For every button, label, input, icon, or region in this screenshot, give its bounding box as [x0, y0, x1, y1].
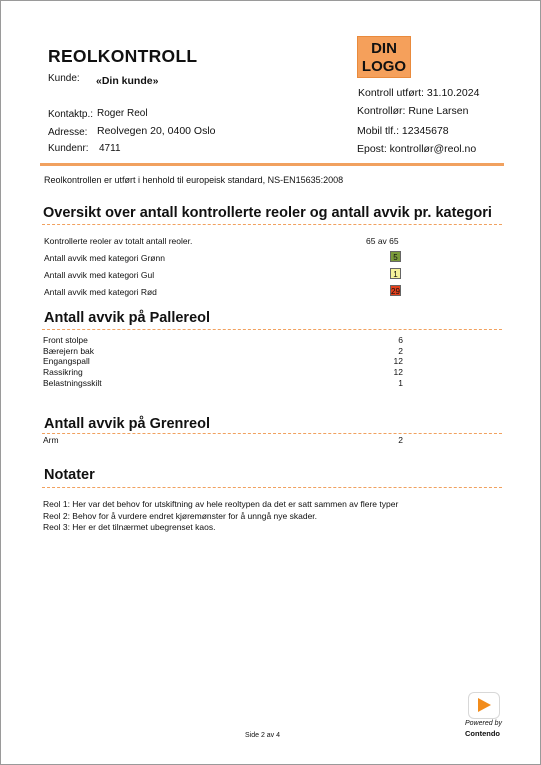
- kontakt-value: Roger Reol: [97, 108, 148, 119]
- kontroll-utfort: Kontroll utført: 31.10.2024: [358, 87, 480, 99]
- page-title: REOLKONTROLL: [48, 46, 198, 66]
- overview-row-label: Antall avvik med kategori Rød: [44, 287, 157, 297]
- pallereol-row-label: Bærejern bak: [43, 346, 95, 356]
- header-divider: [40, 163, 504, 166]
- note-line: Reol 2: Behov for å vurdere endret kjøremønster for å unngå nye skader.: [43, 511, 318, 521]
- kontakt-label: Kontaktp.:: [48, 109, 94, 120]
- overview-heading: Oversikt over antall kontrollerte reoler og antall avvik pr. kategori: [43, 205, 492, 221]
- adresse-value: Reolvegen 20, 0400 Oslo: [97, 125, 216, 137]
- status-badge-rod: 29: [391, 287, 400, 296]
- brand-name: Contendo: [465, 729, 500, 738]
- kunde-label: Kunde:: [48, 73, 80, 84]
- play-triangle-icon: [476, 697, 492, 713]
- pallereol-row-value: 2: [398, 346, 403, 356]
- pallereol-row-label: Rassikring: [43, 367, 83, 377]
- status-badge-gronn: 5: [390, 251, 401, 262]
- pallereol-row-label: Engangspall: [43, 356, 90, 366]
- kontrollor: Kontrollør: Rune Larsen: [357, 105, 469, 117]
- grenreol-row-value: 2: [398, 435, 403, 445]
- mobil: Mobil tlf.: 12345678: [357, 125, 449, 137]
- pallereol-row-label: Front stolpe: [43, 335, 88, 345]
- kundenr-value: 4711: [99, 143, 121, 154]
- intro-text: Reolkontrollen er utført i henhold til europeisk standard, NS-EN15635:2008: [44, 175, 344, 185]
- overview-divider: [42, 224, 502, 225]
- powered-by-label: Powered by: [465, 720, 502, 727]
- grenreol-row-label: Arm: [43, 435, 59, 445]
- grenreol-heading: Antall avvik på Grenreol: [44, 416, 211, 432]
- adresse-label: Adresse:: [48, 127, 88, 138]
- status-badge-gul: 1: [390, 268, 401, 279]
- epost: Epost: kontrollør@reol.no: [357, 143, 477, 155]
- logo-line-2: LOGO: [361, 58, 407, 75]
- overview-row-label: Antall avvik med kategori Gul: [44, 270, 155, 280]
- grenreol-divider: [42, 433, 502, 434]
- overview-row-value: 65 av 65: [366, 236, 399, 246]
- notater-divider: [42, 487, 502, 488]
- pallereol-row-value: 1: [398, 378, 403, 388]
- kunde-value: «Din kunde»: [96, 75, 159, 87]
- logo-line-1: DIN: [371, 40, 397, 57]
- note-line: Reol 1: Her var det behov for utskiftning av hele reoltypen da det er satt sammen av flere typer: [43, 499, 399, 509]
- pallereol-row-value: 12: [393, 356, 403, 366]
- pallereol-heading: Antall avvik på Pallereol: [44, 310, 211, 326]
- pallereol-row-label: Belastningsskilt: [43, 378, 102, 388]
- contendo-logo: [468, 692, 500, 719]
- pallereol-row-value: 12: [393, 367, 403, 377]
- pallereol-row-value: 6: [398, 335, 403, 345]
- note-line: Reol 3: Her er det tilnærmet ubegrenset kaos.: [43, 522, 216, 532]
- overview-row-label: Kontrollerte reoler av totalt antall reoler.: [44, 236, 193, 246]
- company-logo: [357, 36, 411, 78]
- kundenr-label: Kundenr:: [48, 143, 89, 154]
- page-number: Side 2 av 4: [245, 732, 281, 739]
- pallereol-divider: [42, 329, 502, 330]
- notater-heading: Notater: [44, 467, 95, 483]
- overview-row-label: Antall avvik med kategori Grønn: [44, 253, 165, 263]
